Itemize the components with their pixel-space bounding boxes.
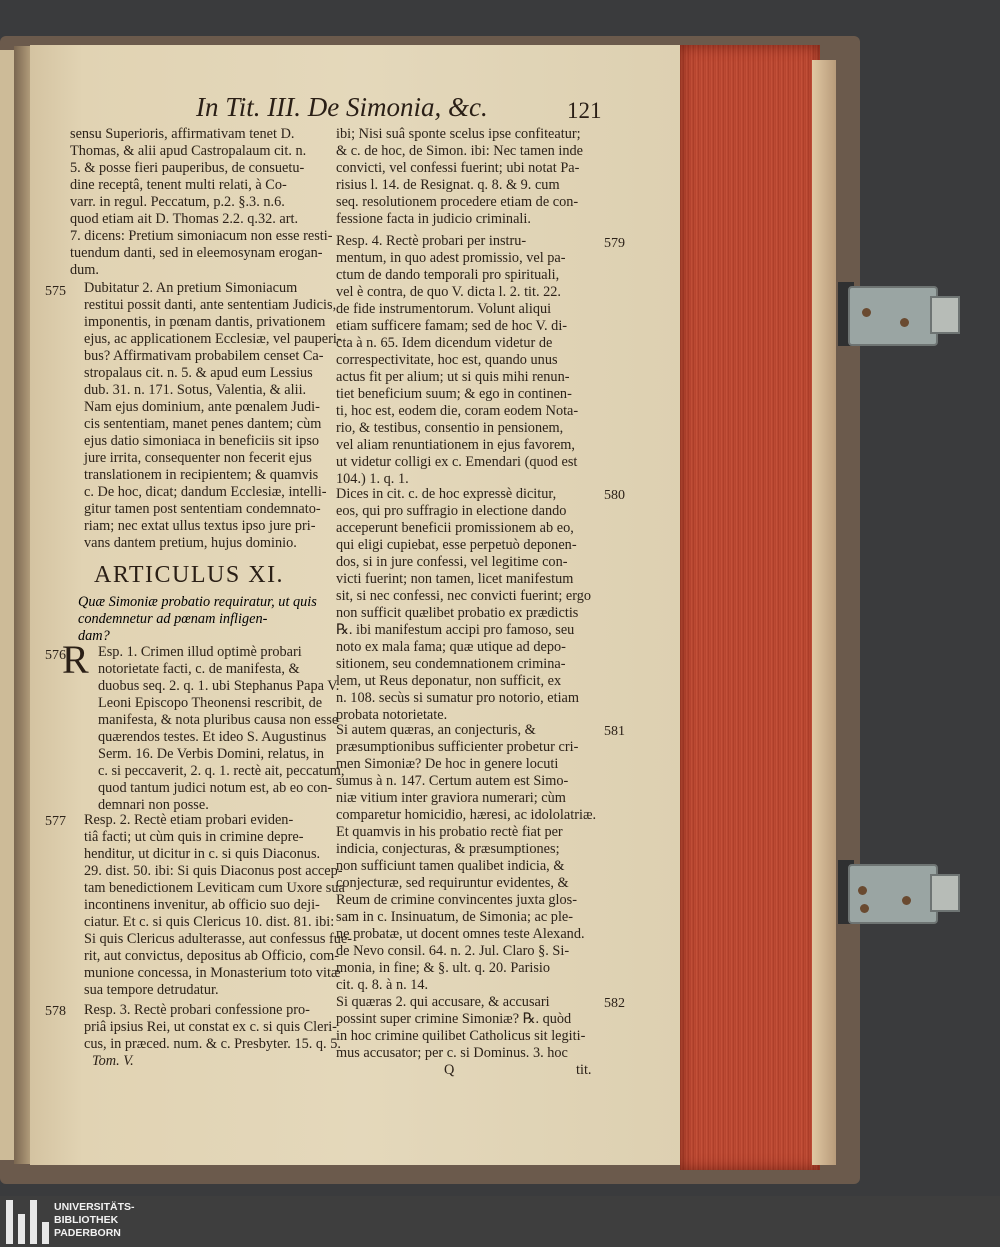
margin-number-578: 578 <box>45 1004 66 1019</box>
page-number: 121 <box>567 98 602 123</box>
article-title: ARTICULUS XI. <box>94 562 285 588</box>
library-name: UNIVERSITÄTS- BIBLIOTHEK PADERBORN <box>54 1201 135 1239</box>
margin-number-579: 579 <box>604 236 625 251</box>
clasp-upper <box>838 282 958 346</box>
catchword-mark: Q <box>444 1062 455 1078</box>
right-para-580: Dices in cit. c. de hoc expressè dicitur, eos, qui pro suffragio in electione dando acceperunt beneficii promissionem ab eo, qui eligi cupiebat, esse perpetuò deponen- dos, si in jure confessi, vel legitime con- victi fuerint; non tamen, licet manifestum sit, si nec confessi, nec convicti fuerint; ergo non sufficit quælibet probatio ex prædictis ℞. ibi manifestum accipi pro famoso, seu noto ex mala fama; quæ utique ad depo- sitionem, seu condemnationem crimina- lem, ut Reus deponatur, non sufficit, ex n. 108. secùs si sumatur pro notorio, etiam probata notorietate. <box>336 486 592 723</box>
left-para-575: Dubitatur 2. An pretium Simoniacum restitui possit danti, ante sententiam Judicis, imponentis, in pœnam dantis, privationem ejus, ac applicationem Ecclesiæ, vel pauperi- bus? Affirmativam probabilem censet Ca- stropalaus cit. n. 5. & apud eum Lessius dub. 31. n. 171. Sotus, Valentia, & alii. Nam ejus dominium, ante pœnalem Judi- cis sententiam, manet penes dantem; cùm ejus datio simoniaca in beneficiis sit ipso jure irrita, consequenter non fecerit ejus translationem in recipientem; & quamvis c. De hoc, dicat; dandum Ecclesiæ, intelli- gitur tamen post sententiam condemnato- riam; nec extat ullus textus ipso jure pri- vans dantem pretium, hujus dominio. <box>84 280 342 551</box>
left-para-top: sensu Superioris, affirmativam tenet D. Thomas, & alii apud Castropalaum cit. n. 5. & posse fieri pauperibus, de consuetu- dine receptâ, tenent multi relati, à Co- varr. in regul. Peccatum, p.2. §.3. n.6. quod etiam ait D. Thomas 2.2. q.32. art. 7. dicens: Pretium simoniacum non esse resti- tuendum danti, sed in eleemosynam erogan- dum. <box>70 126 333 278</box>
right-para-top: ibi; Nisi suâ sponte scelus ipse confiteatur; & c. de hoc, de Simon. ibi: Nec tamen inde convicti, vel confessi fuerint; ubi notat Pa- risius l. 14. de Resignat. q. 8. & 9. cum seq. resolutionem procedere etiam de con- fessione facta in judicio criminali. <box>336 126 583 227</box>
margin-number-580: 580 <box>604 488 625 503</box>
left-para-578: Resp. 3. Rectè probari confessione pro- priâ ipsius Rei, ut constat ex c. si quis Cleri- cus, in præced. num. & c. Presbyter. 15. q. 5. <box>84 1002 341 1052</box>
right-para-582: Si quæras 2. qui accusare, & accusari possint super crimine Simoniæ? ℞. quòd in hoc crimine quilibet Catholicus sit legiti- mus accusator; per c. si Dominus. 3. hoc <box>336 994 586 1061</box>
running-header: In Tit. III. De Simonia, &c. <box>196 92 488 122</box>
margin-number-582: 582 <box>604 996 625 1011</box>
red-page-edges <box>680 45 820 1170</box>
library-logo-icon <box>6 1200 50 1244</box>
catchword: tit. <box>576 1062 592 1078</box>
margin-number-581: 581 <box>604 724 625 739</box>
margin-number-575: 575 <box>45 284 66 299</box>
clasp-lower <box>838 860 958 924</box>
right-para-581: Si autem quæras, an conjecturis, & præsumptionibus sufficienter probetur cri- men Simoniæ? De hoc in genere locuti sumus à n. 147. Certum autem est Simo- niæ vitium inter graviora numerari; cùm comparetur homicidio, hæresi, ac idololatriæ. Et quamvis in his probatio rectè fiat per indicia, conjecturas, & præsumptiones; non sufficiunt tamen qualibet indicia, & conjecturæ, sed requiruntur evidentes, & Reum de crimine convincentes juxta glos- sam in c. Insinuatum, de Simonia; ac ple- ne probatæ, ut docent omnes teste Alexand. de Nevo consil. 64. n. 2. Jul. Claro §. Si- monia, in fine; & §. ult. q. 20. Parisio cit. q. 8. à n. 14. <box>336 722 597 993</box>
library-footer <box>0 1196 1000 1247</box>
left-para-576-first: Esp. 1. Crimen illud optimè probari notorietate facti, c. de manifesta, & duobus seq. 2. q. 1. ubi Stephanus Papa V. Leoni Episcopo Theonensi rescribit, de manifesta, & nota pluribus causa non esse quærendos testes. Et ideo S. Augustinus Serm. 16. De Verbis Domini, relatus, in c. si peccaverit, 2. q. 1. rectè ait, peccatum, quod tantum judici notum est, ab eo con- demnari non posse. <box>98 644 345 813</box>
right-para-579: Resp. 4. Rectè probari per instru- mentum, in quo adest promissio, vel pa- ctum de dando temporali pro spirituali, vel è contra, de quo V. dicta l. 2. tit. 22. de fide instrumentorum. Volunt aliqui etiam sufficere famam; sed de hoc V. di- cta à n. 65. Idem dicendum videtur de correspectivitate, hoc est, quando unus actus fit per alium; ut si quis mihi renun- tiet beneficium suum; & ego in continen- ti, hoc est, eodem die, coram eodem Nota- rio, & testibus, consentio in pensionem, vel aliam renuntiationem in ejus favorem, ut videtur colligi ex c. Emendari (quod est 104.) 1. q. 1. <box>336 233 579 487</box>
margin-number-576: 576 <box>45 648 66 663</box>
left-para-577: Resp. 2. Rectè etiam probari eviden- tiâ facti; ut cùm quis in crimine depre- henditur, ut dicitur in c. si quis Diaconus. 29. dist. 50. ibi: Si quis Diaconus post accep- tam benedictionem Leviticam cum Uxore sua incontinens invenitur, ab officio suo deji- ciatur. Et c. si quis Clericus 10. dist. 81. ibi: Si quis Clericus adulterasse, aut confessus fue- rit, aut convictus, depositus ab Officio, com- munione concessa, in Monasterium toto vitæ sua tempore detrudatur. <box>84 812 353 998</box>
article-question: Quæ Simoniæ probatio requiratur, ut quis condemnetur ad pœnam infligen- dam? <box>78 594 317 644</box>
margin-number-577: 577 <box>45 814 66 829</box>
signature-mark: Tom. V. <box>92 1053 134 1069</box>
book-fore-edge-binding <box>812 60 836 1165</box>
drop-cap-r: R <box>62 637 89 682</box>
